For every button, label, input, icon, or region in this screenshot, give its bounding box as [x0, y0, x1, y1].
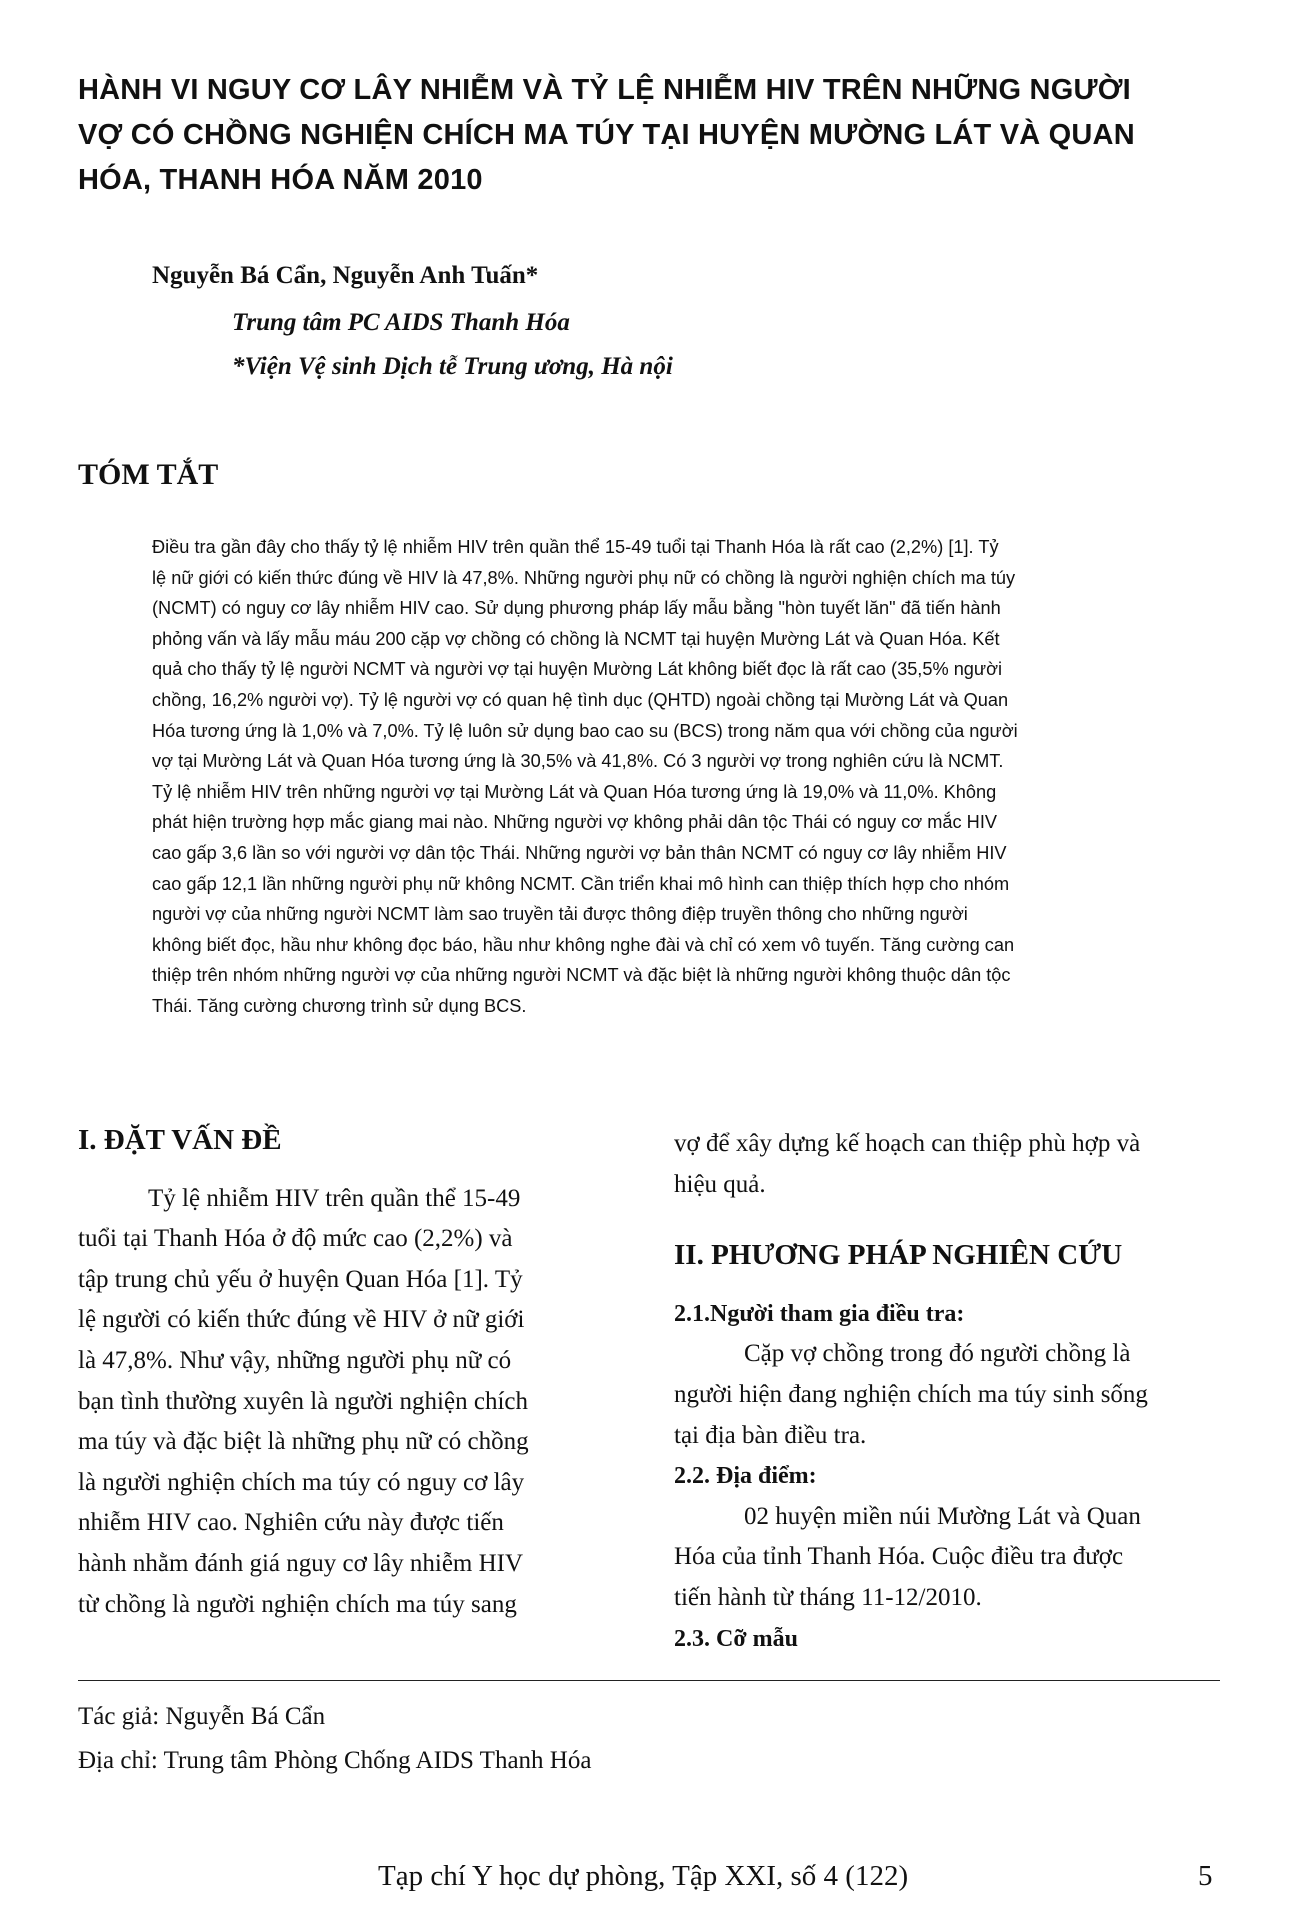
authors: Nguyễn Bá Cẩn, Nguyễn Anh Tuấn*	[152, 262, 539, 289]
abstract-line: Điều tra gần đây cho thấy tỷ lệ nhiễm HIV trên quần thể 15-49 tuổi tại Thanh Hóa là rất cao (2,2%) [1]. Tỷ	[152, 537, 999, 557]
subsection-heading: 2.1.Người tham gia điều tra:	[674, 1300, 965, 1327]
title-line: HÓA, THANH HÓA NĂM 2010	[78, 164, 483, 196]
abstract-line: lệ nữ giới có kiến thức đúng về HIV là 47,8%. Những người phụ nữ có chồng là người nghiện chích ma túy	[152, 567, 1016, 588]
abstract-line: chồng, 16,2% người vợ). Tỷ lệ người vợ có quan hệ tình dục (QHTD) ngoài chồng tại Mường Lát và Quan	[152, 689, 1009, 710]
abstract-line: Thái. Tăng cường chương trình sử dụng BCS.	[152, 995, 527, 1016]
section-paragraph	[78, 1179, 638, 1626]
text-line: tuổi tại Thanh Hóa ở độ mức cao (2,2%) và	[78, 1225, 513, 1253]
affiliation: Trung tâm PC AIDS Thanh Hóa	[232, 309, 570, 336]
paper-title	[78, 68, 1238, 203]
subsection-heading: 2.3. Cỡ mẫu	[674, 1625, 798, 1652]
text-line: tiến hành từ tháng 11-12/2010.	[674, 1583, 982, 1611]
text-line: lệ người có kiến thức đúng về HIV ở nữ giới	[78, 1306, 525, 1334]
abstract-line: phỏng vấn và lấy mẫu máu 200 cặp vợ chồng có chồng là NCMT tại huyện Mường Lát và Quan Hóa. Kết	[152, 628, 1000, 649]
section-heading-introduction: I. ĐẶT VẤN ĐỀ	[78, 1124, 282, 1156]
abstract-line: thiệp trên nhóm những người vợ của những người NCMT và đặc biệt là những người không thuộc dân tộc	[152, 965, 1011, 986]
abstract-line: (NCMT) có nguy cơ lây nhiễm HIV cao. Sử dụng phương pháp lấy mẫu bằng "hòn tuyết lăn" đã tiến hành	[152, 598, 1001, 619]
left-column	[78, 1120, 638, 1625]
subsection-heading: 2.2. Địa điểm:	[674, 1463, 817, 1490]
abstract-line: cao gấp 3,6 lần so với người vợ dân tộc Thái. Những người vợ bản thân NCMT có nguy cơ lây nhiễm HIV	[152, 842, 1007, 863]
text-line: Hóa của tỉnh Thanh Hóa. Cuộc điều tra được	[674, 1543, 1124, 1571]
page-number: 5	[1198, 1860, 1213, 1892]
abstract-line: quả cho thấy tỷ lệ người NCMT và người vợ tại huyện Mường Lát không biết đọc là rất cao (35,5% người	[152, 659, 1003, 680]
text-line: vợ để xây dựng kế hoạch can thiệp phù hợp và	[674, 1130, 1141, 1157]
abstract-line: Tỷ lệ nhiễm HIV trên những người vợ tại Mường Lát và Quan Hóa tương ứng là 19,0% và 11,0%. Không	[152, 781, 997, 802]
text-line: người hiện đang nghiện chích ma túy sinh sống	[674, 1380, 1148, 1408]
title-line: HÀNH VI NGUY CƠ LÂY NHIỄM VÀ TỶ LỆ NHIỄM HIV TRÊN NHỮNG NGƯỜI	[78, 74, 1131, 106]
text-line: 02 huyện miền núi Mường Lát và Quan	[744, 1502, 1141, 1530]
abstract-line: phát hiện trường hợp mắc giang mai nào. Những người vợ không phải dân tộc Thái có nguy cơ mắc HIV	[152, 812, 997, 833]
title-line: VỢ CÓ CHỒNG NGHIỆN CHÍCH MA TÚY TẠI HUYỆN MƯỜNG LÁT VÀ QUAN	[78, 119, 1135, 151]
footnote-address: Địa chỉ: Trung tâm Phòng Chống AIDS Thanh Hóa	[78, 1747, 592, 1774]
text-line: là 47,8%. Như vậy, những người phụ nữ có	[78, 1346, 512, 1374]
text-line: là người nghiện chích ma túy có nguy cơ lây	[78, 1468, 525, 1496]
section-heading-methods: II. PHƯƠNG PHÁP NGHIÊN CỨU	[674, 1239, 1123, 1272]
text-line: tập trung chủ yếu ở huyện Quan Hóa [1]. Tỷ	[78, 1265, 523, 1293]
section-paragraph	[674, 1497, 1234, 1619]
text-line: Cặp vợ chồng trong đó người chồng là	[744, 1340, 1131, 1368]
abstract-body	[152, 532, 1242, 1022]
footnote-author: Tác giả: Nguyễn Bá Cẩn	[78, 1703, 326, 1730]
text-line: từ chồng là người nghiện chích ma túy sang	[78, 1590, 517, 1618]
text-line: hành nhằm đánh giá nguy cơ lây nhiễm HIV	[78, 1549, 524, 1577]
abstract-line: Hóa tương ứng là 1,0% và 7,0%. Tỷ lệ luôn sử dụng bao cao su (BCS) trong năm qua với chồng của người	[152, 720, 1018, 741]
text-line: nhiễm HIV cao. Nghiên cứu này được tiến	[78, 1509, 504, 1537]
text-line: ma túy và đặc biệt là những phụ nữ có chồng	[78, 1428, 529, 1456]
abstract-line: vợ tại Mường Lát và Quan Hóa tương ứng là 30,5% và 41,8%. Có 3 người vợ trong nghiên cứu là NCMT.	[152, 751, 1004, 772]
text-line: Tỷ lệ nhiễm HIV trên quần thể 15-49	[148, 1184, 521, 1212]
section-paragraph	[674, 1334, 1234, 1456]
footnote-divider	[78, 1680, 1220, 1681]
text-line: tại địa bàn điều tra.	[674, 1421, 867, 1449]
abstract-line: không biết đọc, hầu như không đọc báo, hầu như không nghe đài và chỉ có xem vô tuyến. Tăng cường can	[152, 934, 1015, 955]
journal-footer: Tạp chí Y học dự phòng, Tập XXI, số 4 (122)	[378, 1860, 909, 1892]
abstract-line: cao gấp 12,1 lần những người phụ nữ không NCMT. Cần triển khai mô hình can thiệp thích hợp cho nhóm	[152, 873, 1010, 894]
abstract-line: người vợ của những người NCMT làm sao truyền tải được thông điệp truyền thông cho những người	[152, 904, 968, 925]
text-line: bạn tình thường xuyên là người nghiện chích	[78, 1387, 528, 1415]
continued-paragraph	[674, 1124, 1234, 1205]
text-line: hiệu quả.	[674, 1170, 766, 1198]
right-column	[674, 1124, 1234, 1659]
affiliation: *Viện Vệ sinh Dịch tễ Trung ương, Hà nội	[232, 353, 673, 380]
abstract-heading: TÓM TẮT	[78, 458, 219, 491]
